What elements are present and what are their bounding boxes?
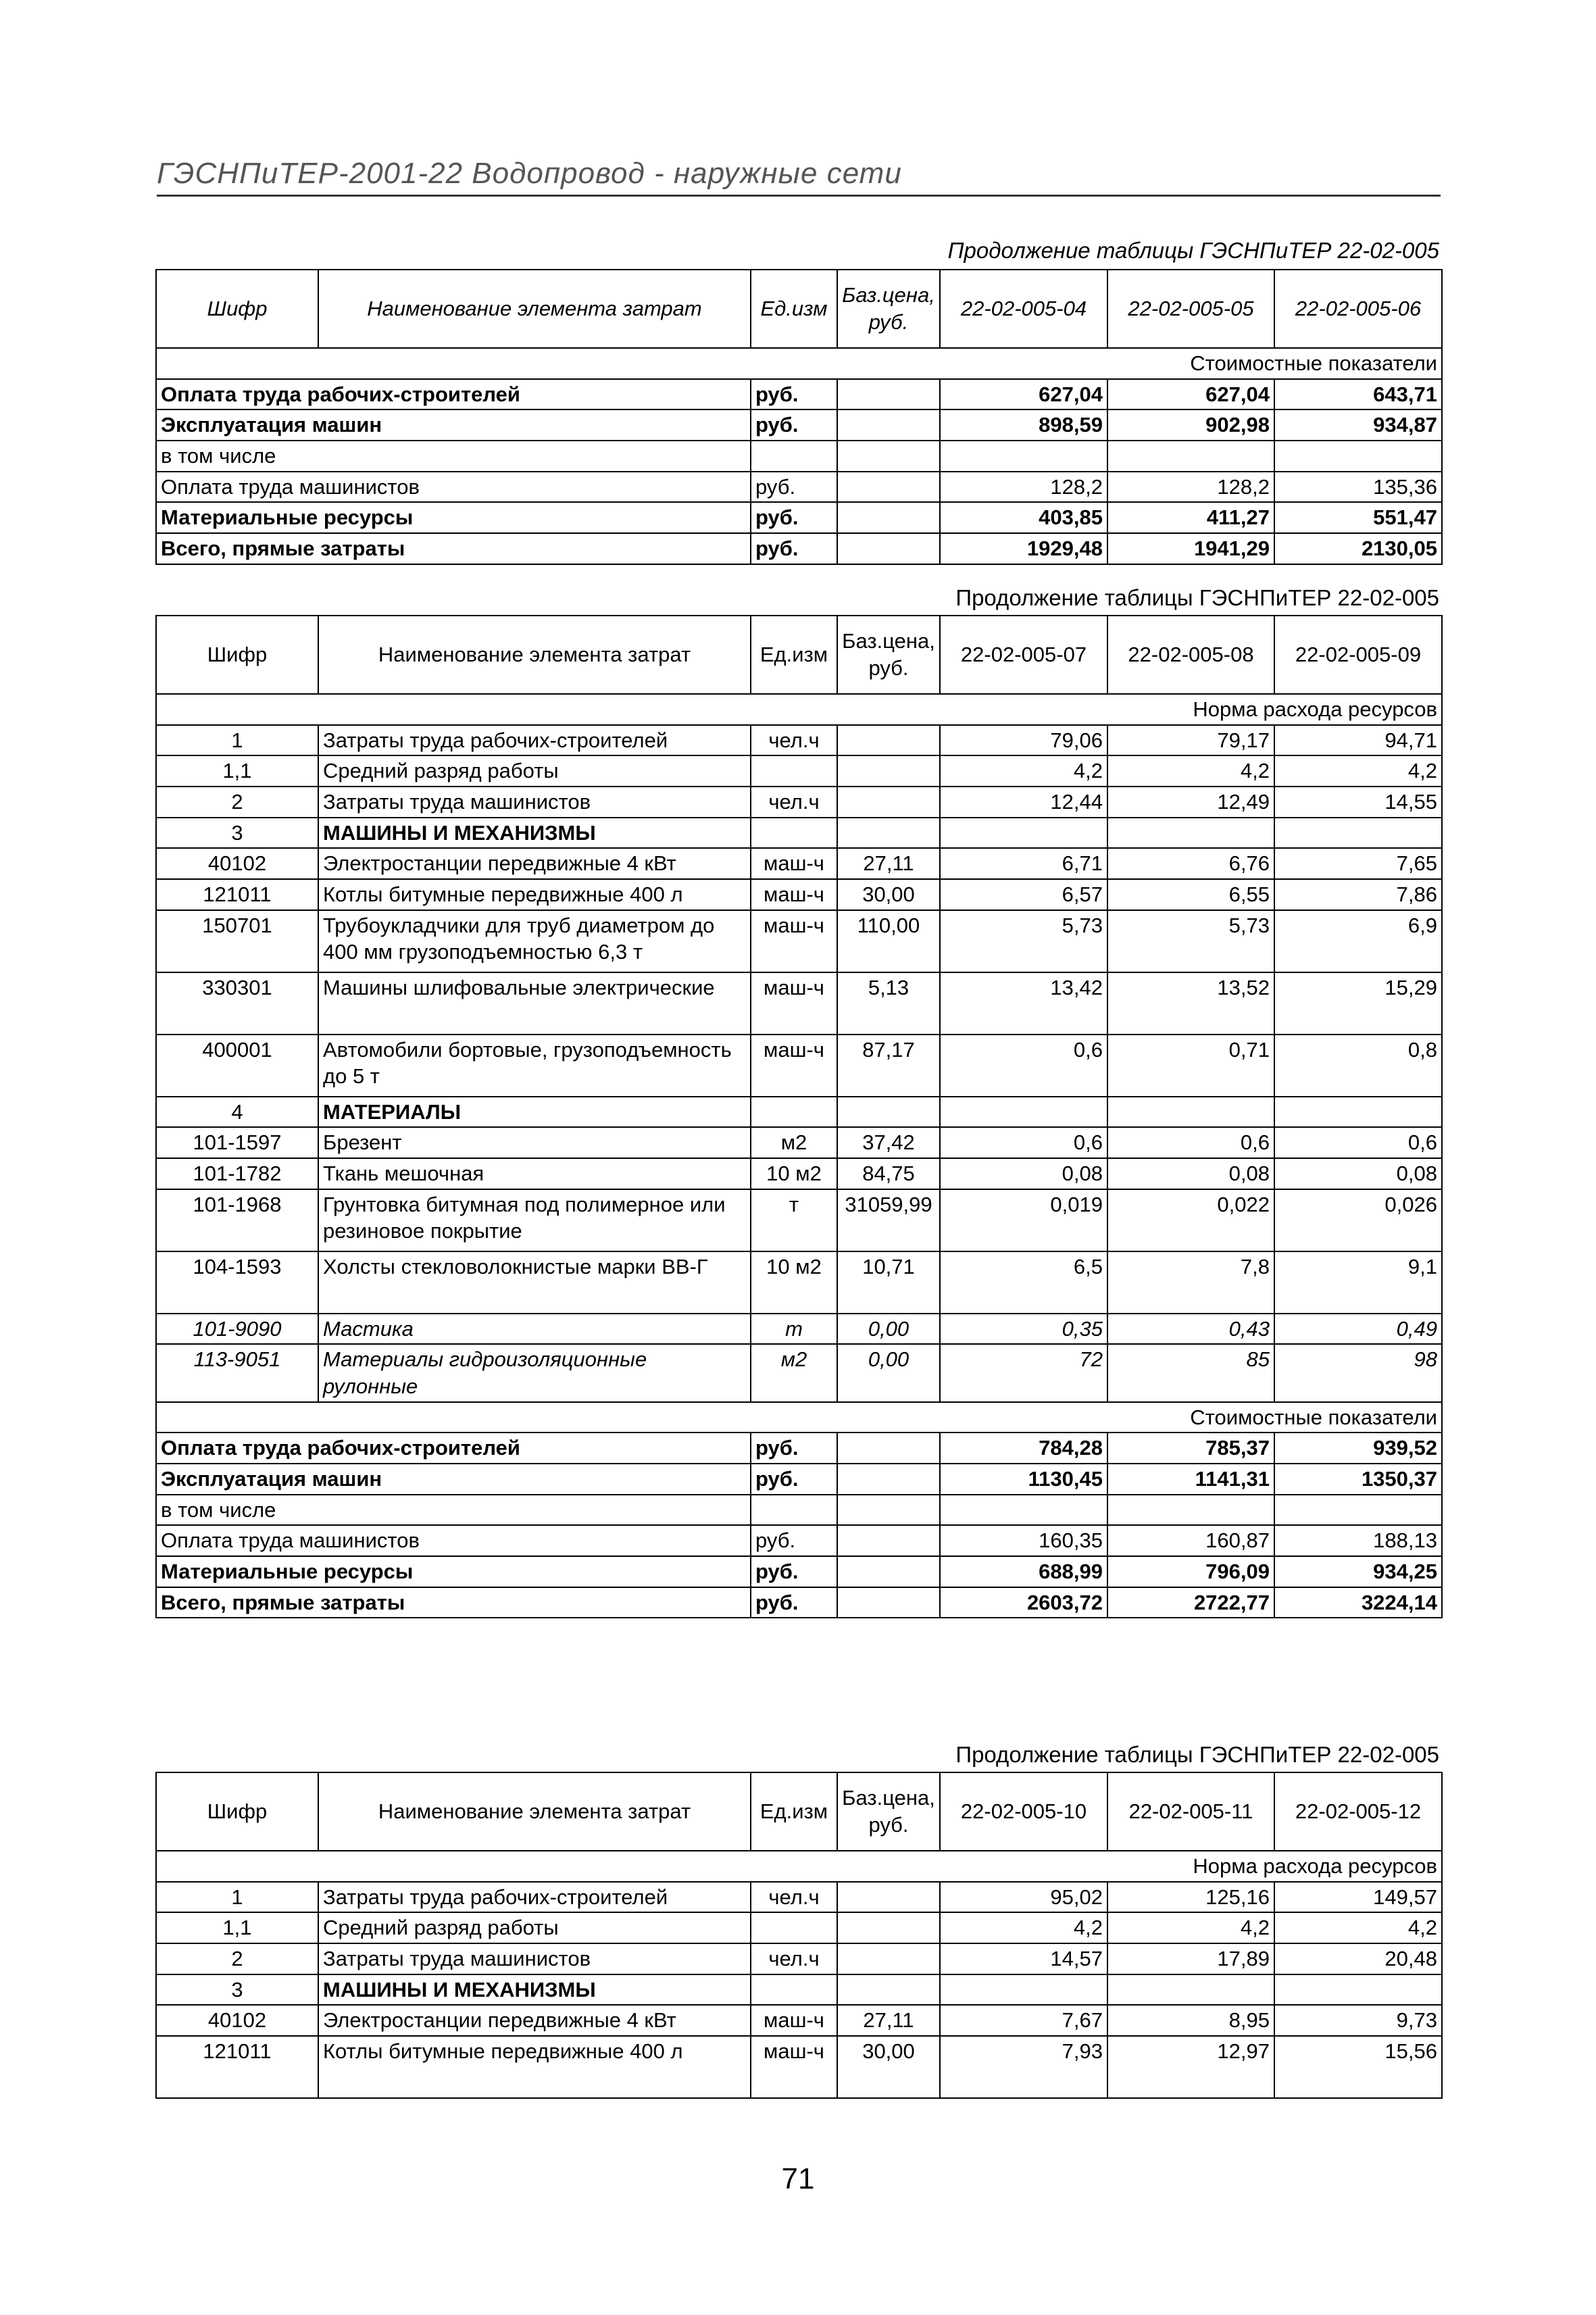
cost-value: 2722,77 [1107,1587,1274,1618]
cost-item-name: Оплата труда машинистов [156,472,751,503]
resource-price: 87,17 [837,1035,940,1097]
resource-unit: 10 м2 [751,1158,837,1189]
norm-value [940,1974,1107,2006]
col-unit-header: Ед.изм [751,1772,837,1851]
price-cell [837,502,940,533]
resource-name: Автомобили бортовые, грузоподъемность до 5 т [318,1035,751,1097]
norm-value: 0,08 [1274,1158,1442,1189]
cost-value: 643,71 [1274,379,1442,410]
norm-value [1107,1097,1274,1128]
resource-table-2 [155,615,1443,1618]
cost-value [1274,1495,1442,1526]
resource-row [156,972,1442,1035]
norm-value: 4,2 [1107,1912,1274,1943]
cost-item-name: Оплата труда рабочих-строителей [156,379,751,410]
resource-row [156,1189,1442,1251]
resource-name: Ткань мешочная [318,1158,751,1189]
resource-price [837,787,940,818]
norm-value: 6,71 [940,848,1107,879]
cost-value: 627,04 [1107,379,1274,410]
resource-row [156,1344,1442,1401]
norm-value: 15,29 [1274,972,1442,1035]
resource-unit [751,755,837,787]
price-cell [837,1464,940,1495]
resource-unit: маш-ч [751,879,837,910]
resource-unit: чел.ч [751,725,837,756]
cost-value [1107,1495,1274,1526]
resource-unit: маш-ч [751,2036,837,2098]
resource-name: МАШИНЫ И МЕХАНИЗМЫ [318,1974,751,2006]
norm-value: 4,2 [1274,1912,1442,1943]
page-header: ГЭСНПиТЕР-2001-22 Водопровод - наружные сети [157,157,1441,197]
norm-value: 5,73 [940,910,1107,972]
norm-value: 0,8 [1274,1035,1442,1097]
cost-item-unit: руб. [751,533,837,564]
cost-value: 135,36 [1274,472,1442,503]
norm-value: 13,52 [1107,972,1274,1035]
col-price-header: Баз.цена, руб. [837,1772,940,1851]
cost-value: 3224,14 [1274,1587,1442,1618]
resource-code: 2 [156,787,318,818]
resource-name: Трубоукладчики для труб диаметром до 400 мм грузоподъемностью 6,3 т [318,910,751,972]
resource-unit: чел.ч [751,1943,837,1974]
col-header-2: 22-02-005-08 [1107,616,1274,694]
resource-row [156,1035,1442,1097]
norm-value: 8,95 [1107,2005,1274,2036]
resource-price [837,1943,940,1974]
resource-unit: маш-ч [751,972,837,1035]
norm-value: 125,16 [1107,1882,1274,1913]
norm-value: 0,08 [940,1158,1107,1189]
resource-unit: чел.ч [751,1882,837,1913]
norm-value [940,1097,1107,1128]
resource-code: 101-1782 [156,1158,318,1189]
cost-row [156,1525,1442,1556]
cost-value: 1130,45 [940,1464,1107,1495]
cost-label: Стоимостные показатели [156,1402,1442,1433]
cost-value [940,1495,1107,1526]
cost-item-unit: руб. [751,1525,837,1556]
col-header-2: 22-02-005-05 [1107,270,1274,348]
cost-table-1 [155,269,1443,565]
cost-item-unit: руб. [751,1556,837,1587]
cost-value: 934,87 [1274,409,1442,441]
norm-value: 6,5 [940,1251,1107,1314]
col-header-2: 22-02-005-11 [1107,1772,1274,1851]
norm-label: Норма расхода ресурсов [156,694,1442,725]
resource-name: Котлы битумные передвижные 400 л [318,2036,751,2098]
resource-unit: т [751,1189,837,1251]
norm-value: 72 [940,1344,1107,1401]
norm-value: 0,6 [1107,1127,1274,1158]
resource-price [837,1974,940,2006]
cost-value: 1141,31 [1107,1464,1274,1495]
norm-value: 7,67 [940,2005,1107,2036]
cost-item-unit: руб. [751,1464,837,1495]
col-price-header: Баз.цена, руб. [837,270,940,348]
resource-code: 3 [156,818,318,849]
norm-value: 14,57 [940,1943,1107,1974]
norm-value: 94,71 [1274,725,1442,756]
cost-item-name: Эксплуатация машин [156,409,751,441]
cost-value [940,441,1107,472]
resource-price [837,1912,940,1943]
norm-value: 6,57 [940,879,1107,910]
cost-label: Стоимостные показатели [156,348,1442,379]
section-row [156,1097,1442,1128]
cost-item-unit: руб. [751,1587,837,1618]
cost-value: 2603,72 [940,1587,1107,1618]
norm-value: 7,93 [940,2036,1107,2098]
table3-caption: Продолжение таблицы ГЭСНПиТЕР 22-02-005 [955,1742,1439,1767]
norm-value: 13,42 [940,972,1107,1035]
resource-name: Затраты труда машинистов [318,787,751,818]
price-cell [837,533,940,564]
price-cell [837,1433,940,1464]
norm-value: 12,97 [1107,2036,1274,2098]
norm-value: 17,89 [1107,1943,1274,1974]
cost-item-name: Материальные ресурсы [156,1556,751,1587]
cost-row [156,472,1442,503]
norm-value: 7,65 [1274,848,1442,879]
resource-code: 40102 [156,848,318,879]
section-row [156,818,1442,849]
cost-value [1107,441,1274,472]
resource-row [156,2036,1442,2098]
cost-value: 796,09 [1107,1556,1274,1587]
col-header-1: 22-02-005-04 [940,270,1107,348]
resource-price [837,755,940,787]
resource-price [837,1097,940,1128]
price-cell [837,441,940,472]
col-name-header: Наименование элемента затрат [318,1772,751,1851]
cost-item-unit [751,441,837,472]
cost-value: 2130,05 [1274,533,1442,564]
col-name-header: Наименование элемента затрат [318,270,751,348]
norm-value: 4,2 [1274,755,1442,787]
price-cell [837,1587,940,1618]
cost-row [156,1587,1442,1618]
resource-name: Затраты труда машинистов [318,1943,751,1974]
resource-name: Брезент [318,1127,751,1158]
resource-row [156,879,1442,910]
resource-unit: маш-ч [751,1035,837,1097]
price-cell [837,472,940,503]
cost-item-name: в том числе [156,441,751,472]
norm-value: 0,43 [1107,1314,1274,1345]
resource-price: 84,75 [837,1158,940,1189]
cost-value: 688,99 [940,1556,1107,1587]
col-code-header: Шифр [156,616,318,694]
col-header-3: 22-02-005-12 [1274,1772,1442,1851]
norm-value: 0,71 [1107,1035,1274,1097]
resource-code: 3 [156,1974,318,2006]
cost-row [156,379,1442,410]
resource-code: 121011 [156,879,318,910]
cost-item-name: Всего, прямые затраты [156,533,751,564]
cost-value: 403,85 [940,502,1107,533]
cost-item-name: Эксплуатация машин [156,1464,751,1495]
resource-price [837,1882,940,1913]
cost-value: 1941,29 [1107,533,1274,564]
resource-unit [751,818,837,849]
resource-name: МАШИНЫ И МЕХАНИЗМЫ [318,818,751,849]
resource-code: 1,1 [156,1912,318,1943]
table2-caption: Продолжение таблицы ГЭСНПиТЕР 22-02-005 [955,585,1439,610]
norm-value: 20,48 [1274,1943,1442,1974]
cost-value: 128,2 [940,472,1107,503]
resource-price: 30,00 [837,879,940,910]
price-cell [837,379,940,410]
resource-price: 0,00 [837,1314,940,1345]
resource-code: 104-1593 [156,1251,318,1314]
resource-code: 2 [156,1943,318,1974]
col-unit-header: Ед.изм [751,616,837,694]
resource-row [156,910,1442,972]
resource-name: Средний разряд работы [318,755,751,787]
cost-value: 785,37 [1107,1433,1274,1464]
cost-row [156,1556,1442,1587]
col-header-3: 22-02-005-09 [1274,616,1442,694]
resource-unit: чел.ч [751,787,837,818]
norm-value: 7,8 [1107,1251,1274,1314]
resource-code: 101-1968 [156,1189,318,1251]
cost-value: 1929,48 [940,533,1107,564]
norm-value: 9,1 [1274,1251,1442,1314]
resource-price: 31059,99 [837,1189,940,1251]
cost-item-unit: руб. [751,379,837,410]
resource-code: 40102 [156,2005,318,2036]
norm-value: 79,17 [1107,725,1274,756]
cost-item-unit: руб. [751,502,837,533]
norm-value: 12,44 [940,787,1107,818]
price-cell [837,1525,940,1556]
col-code-header: Шифр [156,1772,318,1851]
col-header-1: 22-02-005-10 [940,1772,1107,1851]
norm-value: 0,019 [940,1189,1107,1251]
norm-value: 4,2 [940,755,1107,787]
col-unit-header: Ед.изм [751,270,837,348]
resource-row [156,1127,1442,1158]
norm-value [1274,1097,1442,1128]
resource-name: МАТЕРИАЛЫ [318,1097,751,1128]
cost-row [156,1433,1442,1464]
resource-unit [751,1974,837,2006]
resource-name: Средний разряд работы [318,1912,751,1943]
resource-unit [751,1097,837,1128]
resource-row [156,725,1442,756]
resource-price [837,725,940,756]
resource-row [156,1912,1442,1943]
resource-code: 4 [156,1097,318,1128]
norm-value: 0,6 [940,1127,1107,1158]
resource-code: 150701 [156,910,318,972]
cost-item-name: Оплата труда рабочих-строителей [156,1433,751,1464]
resource-name: Затраты труда рабочих-строителей [318,725,751,756]
col-header-3: 22-02-005-06 [1274,270,1442,348]
cost-item-unit: руб. [751,472,837,503]
resource-row [156,1251,1442,1314]
norm-value: 98 [1274,1344,1442,1401]
section-row [156,1974,1442,2006]
resource-unit: м2 [751,1344,837,1401]
resource-name: Электростанции передвижные 4 кВт [318,848,751,879]
cost-value: 939,52 [1274,1433,1442,1464]
resource-name: Электростанции передвижные 4 кВт [318,2005,751,2036]
norm-value: 14,55 [1274,787,1442,818]
cost-value: 1350,37 [1274,1464,1442,1495]
resource-code: 113-9051 [156,1344,318,1401]
resource-price: 37,42 [837,1127,940,1158]
norm-value: 149,57 [1274,1882,1442,1913]
resource-price: 30,00 [837,2036,940,2098]
norm-value: 0,6 [940,1035,1107,1097]
norm-value: 12,49 [1107,787,1274,818]
resource-price: 27,11 [837,2005,940,2036]
resource-row [156,2005,1442,2036]
resource-name: Машины шлифовальные электрические [318,972,751,1035]
cost-row [156,1495,1442,1526]
resource-name: Холсты стекловолокнистые марки ВВ-Г [318,1251,751,1314]
norm-value: 7,86 [1274,879,1442,910]
cost-value: 784,28 [940,1433,1107,1464]
norm-value: 9,73 [1274,2005,1442,2036]
norm-value: 0,35 [940,1314,1107,1345]
cost-value: 160,35 [940,1525,1107,1556]
cost-item-name: Всего, прямые затраты [156,1587,751,1618]
cost-row [156,533,1442,564]
cost-item-name: в том числе [156,1495,751,1526]
resource-code: 1 [156,1882,318,1913]
norm-value: 0,49 [1274,1314,1442,1345]
price-cell [837,1556,940,1587]
cost-value: 551,47 [1274,502,1442,533]
cost-value: 627,04 [940,379,1107,410]
col-name-header: Наименование элемента затрат [318,616,751,694]
norm-value: 4,2 [940,1912,1107,1943]
norm-value: 0,08 [1107,1158,1274,1189]
resource-row [156,1882,1442,1913]
resource-name: Котлы битумные передвижные 400 л [318,879,751,910]
table1-caption: Продолжение таблицы ГЭСНПиТЕР 22-02-005 [947,238,1439,263]
norm-value: 95,02 [940,1882,1107,1913]
resource-row [156,787,1442,818]
cost-item-unit: руб. [751,409,837,441]
cost-item-unit [751,1495,837,1526]
resource-price: 10,71 [837,1251,940,1314]
resource-unit: 10 м2 [751,1251,837,1314]
cost-value [1274,441,1442,472]
cost-row [156,1464,1442,1495]
price-cell [837,1495,940,1526]
resource-row [156,1158,1442,1189]
norm-value: 6,55 [1107,879,1274,910]
resource-unit: м2 [751,1127,837,1158]
resource-code: 101-1597 [156,1127,318,1158]
norm-value [1274,818,1442,849]
cost-value: 160,87 [1107,1525,1274,1556]
norm-value: 85 [1107,1344,1274,1401]
norm-value [1274,1974,1442,2006]
cost-value: 898,59 [940,409,1107,441]
norm-value: 0,6 [1274,1127,1442,1158]
resource-price: 0,00 [837,1344,940,1401]
norm-value [940,818,1107,849]
norm-value: 0,022 [1107,1189,1274,1251]
norm-value [1107,1974,1274,2006]
resource-unit: т [751,1314,837,1345]
resource-unit [751,1912,837,1943]
resource-name: Затраты труда рабочих-строителей [318,1882,751,1913]
norm-value: 4,2 [1107,755,1274,787]
resource-price: 110,00 [837,910,940,972]
resource-price [837,818,940,849]
norm-label: Норма расхода ресурсов [156,1851,1442,1882]
resource-price: 5,13 [837,972,940,1035]
cost-value: 411,27 [1107,502,1274,533]
resource-code: 121011 [156,2036,318,2098]
norm-value [1107,818,1274,849]
resource-unit: маш-ч [751,2005,837,2036]
resource-code: 1 [156,725,318,756]
resource-row [156,848,1442,879]
norm-value: 6,76 [1107,848,1274,879]
cost-value: 902,98 [1107,409,1274,441]
cost-value: 934,25 [1274,1556,1442,1587]
norm-value: 79,06 [940,725,1107,756]
cost-item-name: Оплата труда машинистов [156,1525,751,1556]
cost-value: 188,13 [1274,1525,1442,1556]
cost-row [156,409,1442,441]
resource-name: Грунтовка битумная под полимерное или резиновое покрытие [318,1189,751,1251]
resource-row [156,755,1442,787]
norm-value: 5,73 [1107,910,1274,972]
col-code-header: Шифр [156,270,318,348]
resource-row [156,1943,1442,1974]
norm-value: 0,026 [1274,1189,1442,1251]
page-number: 71 [781,2162,815,2195]
resource-code: 1,1 [156,755,318,787]
col-price-header: Баз.цена, руб. [837,616,940,694]
resource-row [156,1314,1442,1345]
resource-code: 101-9090 [156,1314,318,1345]
col-header-1: 22-02-005-07 [940,616,1107,694]
cost-item-unit: руб. [751,1433,837,1464]
resource-price: 27,11 [837,848,940,879]
cost-row [156,441,1442,472]
cost-item-name: Материальные ресурсы [156,502,751,533]
resource-code: 330301 [156,972,318,1035]
resource-unit: маш-ч [751,910,837,972]
price-cell [837,409,940,441]
cost-value: 128,2 [1107,472,1274,503]
cost-row [156,502,1442,533]
resource-table-3 [155,1772,1443,2099]
resource-name: Мастика [318,1314,751,1345]
norm-value: 15,56 [1274,2036,1442,2098]
resource-unit: маш-ч [751,848,837,879]
norm-value: 6,9 [1274,910,1442,972]
resource-code: 400001 [156,1035,318,1097]
resource-name: Материалы гидроизоляционные рулонные [318,1344,751,1401]
